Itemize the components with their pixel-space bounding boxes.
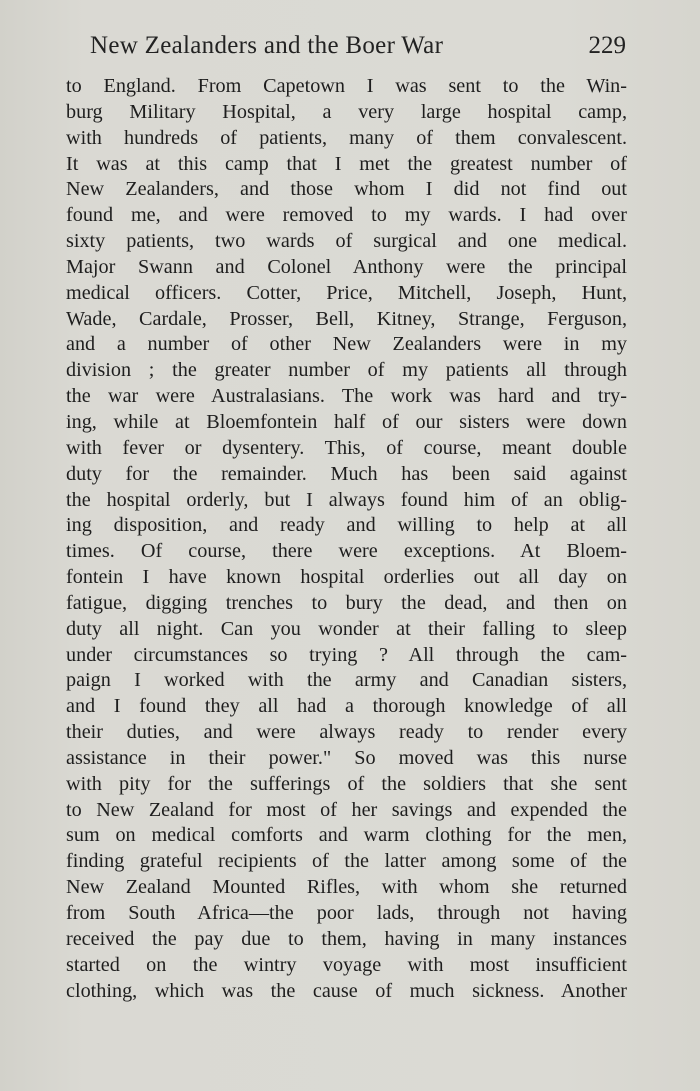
text-line: under circumstances so trying ? All through the cam- bbox=[66, 643, 627, 666]
text-line: with hundreds of patients, many of them convalescent. bbox=[66, 126, 627, 149]
text-line: New Zealand Mounted Rifles, with whom she returned bbox=[66, 876, 627, 899]
text-line: ing, while at Bloemfontein half of our sisters were down bbox=[66, 410, 627, 433]
page-number: 229 bbox=[588, 32, 626, 59]
text-line: times. Of course, there were exceptions. At Bloem- bbox=[66, 540, 627, 563]
text-line: New Zealanders, and those whom I did not find out bbox=[66, 178, 627, 201]
text-line: assistance in their power." So moved was this nurse bbox=[66, 746, 627, 769]
text-line: with pity for the sufferings of the soldiers that she sent bbox=[66, 772, 627, 795]
text-line: fontein I have known hospital orderlies out all day on bbox=[66, 566, 627, 589]
text-line: to New Zealand for most of her savings and expended the bbox=[66, 798, 627, 821]
text-line: medical officers. Cotter, Price, Mitchell, Joseph, Hunt, bbox=[66, 281, 627, 304]
text-line: from South Africa—the poor lads, through not having bbox=[66, 902, 627, 924]
text-line: sum on medical comforts and warm clothing for the men, bbox=[66, 824, 627, 847]
text-line: finding grateful recipients of the latter among some of the bbox=[66, 850, 627, 873]
text-line: burg Military Hospital, a very large hospital camp, bbox=[66, 100, 627, 123]
text-line: started on the wintry voyage with most insufficient bbox=[66, 953, 627, 976]
text-line: Major Swann and Colonel Anthony were the principal bbox=[66, 255, 627, 278]
text-line: paign I worked with the army and Canadian sisters, bbox=[66, 669, 627, 692]
text-line: and I found they all had a thorough knowledge of all bbox=[66, 695, 627, 718]
text-line: Wade, Cardale, Prosser, Bell, Kitney, Strange, Ferguson, bbox=[66, 307, 627, 330]
text-line: the hospital orderly, but I always found him of an oblig- bbox=[66, 488, 627, 511]
text-line: clothing, which was the cause of much sickness. Another bbox=[66, 979, 627, 1002]
text-line: found me, and were removed to my wards. I had over bbox=[66, 204, 627, 227]
text-line: received the pay due to them, having in many instances bbox=[66, 927, 627, 950]
text-line: and a number of other New Zealanders were in my bbox=[66, 333, 627, 356]
body-text bbox=[66, 74, 627, 1004]
running-title: New Zealanders and the Boer War bbox=[90, 32, 444, 59]
text-line: It was at this camp that I met the greatest number of bbox=[66, 152, 627, 175]
text-line: their duties, and were always ready to render every bbox=[66, 721, 627, 744]
text-line: sixty patients, two wards of surgical and one medical. bbox=[66, 230, 627, 253]
text-line: the war were Australasians. The work was hard and try- bbox=[66, 385, 627, 408]
text-line: fatigue, digging trenches to bury the dead, and then on bbox=[66, 591, 627, 614]
text-line: to England. From Capetown I was sent to the Win- bbox=[66, 75, 627, 97]
page-header bbox=[90, 32, 630, 68]
text-line: division ; the greater number of my patients all through bbox=[66, 359, 627, 382]
text-line: with fever or dysentery. This, of course, meant double bbox=[66, 436, 627, 459]
text-line: duty for the remainder. Much has been said against bbox=[66, 462, 627, 485]
text-line: ing disposition, and ready and willing to help at all bbox=[66, 514, 627, 537]
text-line: duty all night. Can you wonder at their falling to sleep bbox=[66, 617, 627, 640]
